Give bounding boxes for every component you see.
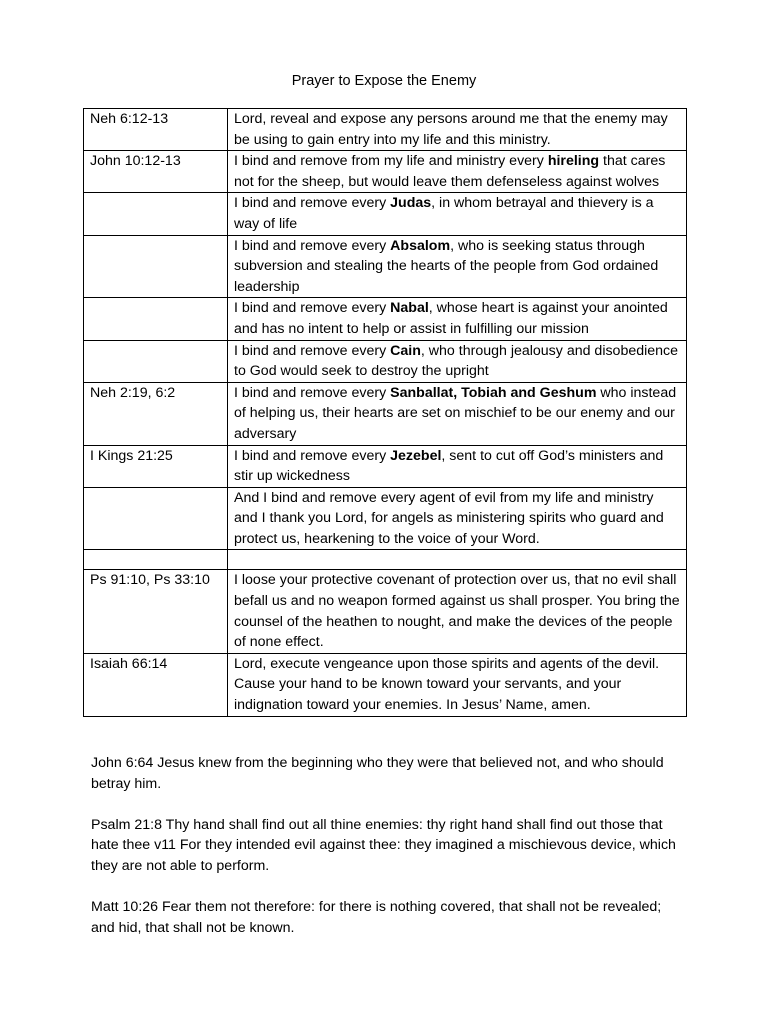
enemy-name: Absalom: [390, 237, 451, 254]
prayer-text-part: , whose heart is against your anointed and has no intent to help or assist in fulfilling our mission: [234, 300, 668, 337]
prayer-text-part: And I bind and remove every agent of evil from my life and ministry and I thank you Lord, for angels as ministering spirits who guard and protect us, hearkening to the voice of your Word.: [234, 489, 664, 547]
prayer-text: [228, 445, 687, 487]
scripture-reference: [84, 298, 228, 340]
prayer-text-part: I bind and remove every: [234, 384, 391, 401]
prayer-text: [228, 570, 687, 653]
prayer-text-part: who instead of helping us, their hearts are set on mischief to be our enemy and our adversary: [234, 384, 677, 442]
table-row: [84, 445, 687, 487]
table-row: [84, 340, 687, 382]
table-row: [84, 235, 687, 298]
page-title: Prayer to Expose the Enemy: [291, 73, 477, 89]
table-row: [84, 109, 687, 151]
enemy-name: Jezebel: [390, 447, 442, 464]
scripture-notes: [91, 753, 681, 959]
prayer-text-part: , who is seeking status through subversion and stealing the hearts of the people from God ordained leadership: [234, 237, 659, 295]
scripture-reference: Ps 91:10, Ps 33:10: [84, 570, 228, 653]
prayer-text: [228, 151, 687, 193]
prayer-text-part: , who through jealousy and disobedience to God would seek to destroy the upright: [234, 342, 679, 380]
scripture-note: John 6:64 Jesus knew from the beginning who they were that believed not, and who should betray him.: [91, 755, 664, 792]
prayer-text-part: , in whom betrayal and thievery is a way of life: [234, 195, 654, 232]
prayer-text: [228, 298, 687, 340]
table-row: [84, 653, 687, 716]
scripture-reference: I Kings 21:25: [84, 445, 228, 487]
prayer-text-part: I loose your protective covenant of protection over us, that no evil shall befall us and no weapon formed against us shall prosper. You bring the counsel of the heathen to nought, and make the devices of the people of none effect.: [234, 572, 680, 651]
scripture-reference: [84, 340, 228, 382]
prayer-text-part: Lord, reveal and expose any persons around me that the enemy may be using to gain entry into my life and this ministry.: [234, 111, 668, 148]
scripture-reference: Neh 2:19, 6:2: [84, 382, 228, 445]
scripture-reference: [84, 487, 228, 550]
scripture-reference: Neh 6:12-13: [84, 109, 228, 151]
scripture-reference: John 10:12-13: [84, 151, 228, 193]
prayer-text-part: I bind and remove every: [234, 447, 391, 464]
prayer-text: [228, 109, 687, 151]
prayer-table: [83, 108, 687, 717]
scripture-note: Psalm 21:8 Thy hand shall find out all thine enemies: thy right hand shall find out those that hate thee v11 For they intended evil against thee: they imagined a mischievous device, which they are not able to perform.: [91, 816, 676, 874]
scripture-reference: [84, 235, 228, 298]
prayer-text: [228, 235, 687, 298]
scripture-reference: Isaiah 66:14: [84, 653, 228, 716]
table-row: [84, 151, 687, 193]
prayer-text-part: Lord, execute vengeance upon those spirits and agents of the devil. Cause your hand to be known toward your servants, and your indignation toward your enemies. In Jesus’ Name, amen.: [234, 655, 660, 714]
table-row: [84, 382, 687, 445]
prayer-text-part: I bind and remove every: [234, 300, 391, 317]
scripture-reference: [84, 193, 228, 235]
table-row: [84, 487, 687, 550]
prayer-text-part: I bind and remove every: [234, 237, 391, 254]
enemy-name: hireling: [547, 153, 600, 170]
prayer-text-part: that cares not for the sheep, but would leave them defenseless against wolves: [234, 153, 666, 190]
prayer-text-part: , sent to cut off God’s ministers and stir up wickedness: [234, 447, 664, 485]
prayer-text-part: I bind and remove from my life and ministry every: [234, 153, 548, 170]
prayer-text-part: I bind and remove every: [234, 195, 391, 212]
prayer-text: [228, 487, 687, 550]
prayer-text: [228, 550, 687, 570]
enemy-name: Judas: [390, 195, 432, 212]
prayer-text: [228, 653, 687, 716]
enemy-name: Sanballat, Tobiah and Geshum: [390, 384, 597, 401]
scripture-reference: [84, 550, 228, 570]
prayer-text: [228, 382, 687, 445]
prayer-text-part: I bind and remove every: [234, 342, 391, 359]
table-row: [84, 570, 687, 653]
prayer-text: [228, 193, 687, 235]
table-row-empty: [84, 550, 687, 570]
enemy-name: Cain: [390, 342, 421, 359]
scripture-note: Matt 10:26 Fear them not therefore: for there is nothing covered, that shall not be revealed; and hid, that shall not be known.: [91, 899, 662, 936]
table-row: [84, 193, 687, 235]
prayer-text: [228, 340, 687, 382]
enemy-name: Nabal: [390, 300, 429, 317]
table-row: [84, 298, 687, 340]
